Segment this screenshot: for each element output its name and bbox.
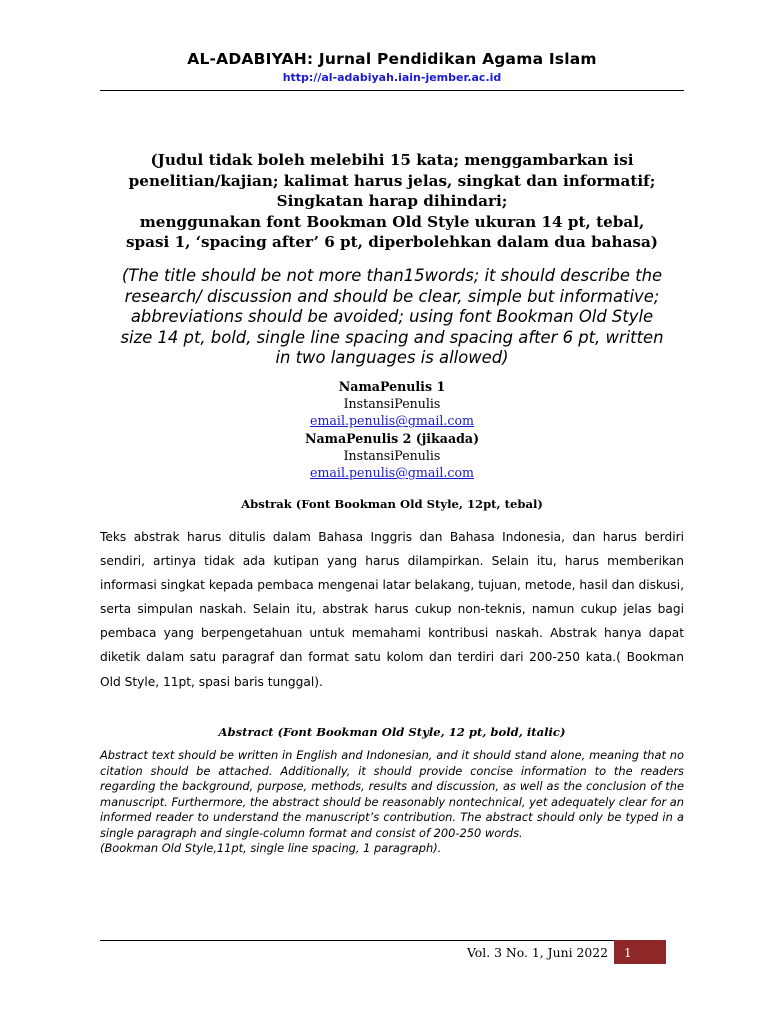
title-id-line: penelitian/kajian; kalimat harus jelas, singkat dan informatif; bbox=[128, 171, 656, 190]
title-indonesian bbox=[90, 150, 694, 253]
author-email-link[interactable]: email.penulis@gmail.com bbox=[310, 413, 474, 429]
header-divider bbox=[100, 90, 684, 91]
footer-volume: Vol. 3 No. 1, Juni 2022 bbox=[466, 945, 608, 960]
journal-title: AL-ADABIYAH: Jurnal Pendidikan Agama Islam bbox=[187, 50, 597, 68]
title-id-line: Singkatan harap dihindari; bbox=[276, 192, 508, 210]
title-english bbox=[95, 266, 689, 369]
author-email-link[interactable]: email.penulis@gmail.com bbox=[310, 465, 474, 481]
title-en-line: research/ discussion and should be clear, simple but informative; bbox=[124, 286, 660, 306]
author-name: NamaPenulis 1 bbox=[338, 379, 446, 394]
footer-divider bbox=[100, 940, 666, 941]
abstract-format-note: (Bookman Old Style,11pt, single line spacing, 1 paragraph). bbox=[100, 841, 442, 855]
abstract-section bbox=[100, 748, 684, 857]
author-institution: InstansiPenulis bbox=[343, 396, 441, 412]
author-institution: InstansiPenulis bbox=[343, 447, 441, 463]
title-en-line: abbreviations should be avoided; using font Bookman Old Style bbox=[130, 307, 654, 326]
title-en-line: in two languages is allowed) bbox=[275, 348, 509, 367]
page-number-badge: 1 bbox=[614, 940, 666, 964]
title-id-line: (Judul tidak boleh melebihi 15 kata; menggambarkan isi bbox=[150, 151, 634, 169]
abstract-heading: Abstract (Font Bookman Old Style, 12 pt, bold, italic) bbox=[218, 725, 566, 739]
abstrak-body: Teks abstrak harus ditulis dalam Bahasa Inggris dan Bahasa Indonesia, dan harus berdiri sendiri, artinya tidak ada kutipan yang harus dilampirkan. Selain itu, harus memberikan informasi singkat kepada pembaca mengenai latar belakang, tujuan, metode, hasil dan diskusi, serta simpulan naskah. Selain itu, abstrak harus cukup non-teknis, namun cukup jelas bagi pembaca yang berpengetahuan untuk memahami kontribusi naskah. Abstrak hanya dapat diketik dalam satu paragraf dan format satu kolom dan terdiri dari 200-250 kata.( Bookman Old Style, 11pt, spasi baris tunggal). bbox=[100, 530, 684, 689]
journal-header bbox=[100, 50, 684, 84]
title-en-line: (The title should be not more than15words; it should describe the bbox=[121, 266, 663, 285]
title-id-line: spasi 1, ‘spacing after’ 6 pt, diperbolehkan dalam dua bahasa) bbox=[125, 233, 658, 251]
abstract-body: Abstract text should be written in English and Indonesian, and it should stand alone, meaning that no citation should be attached. Additionally, it should provide concise information to the readers regarding the background, purpose, methods, results and discussion, as well as the conclusion of the manuscript. Furthermore, the abstract should be reasonably nontechnical, yet adequately clear for an informed reader to understand the manuscript’s contribution. The abstract should only be typed in a single paragraph and single-column format and consist of 200-250 words. bbox=[100, 748, 684, 840]
journal-url[interactable]: http://al-adabiyah.iain-jember.ac.id bbox=[282, 71, 502, 84]
title-id-line: menggunakan font Bookman Old Style ukuran 14 pt, tebal, bbox=[139, 212, 645, 231]
author-block bbox=[190, 378, 594, 481]
title-en-line: size 14 pt, bold, single line spacing and spacing after 6 pt, written bbox=[120, 327, 664, 347]
author-name: NamaPenulis 2 (jikaada) bbox=[304, 430, 480, 446]
abstrak-heading: Abstrak (Font Bookman Old Style, 12pt, tebal) bbox=[241, 497, 543, 511]
